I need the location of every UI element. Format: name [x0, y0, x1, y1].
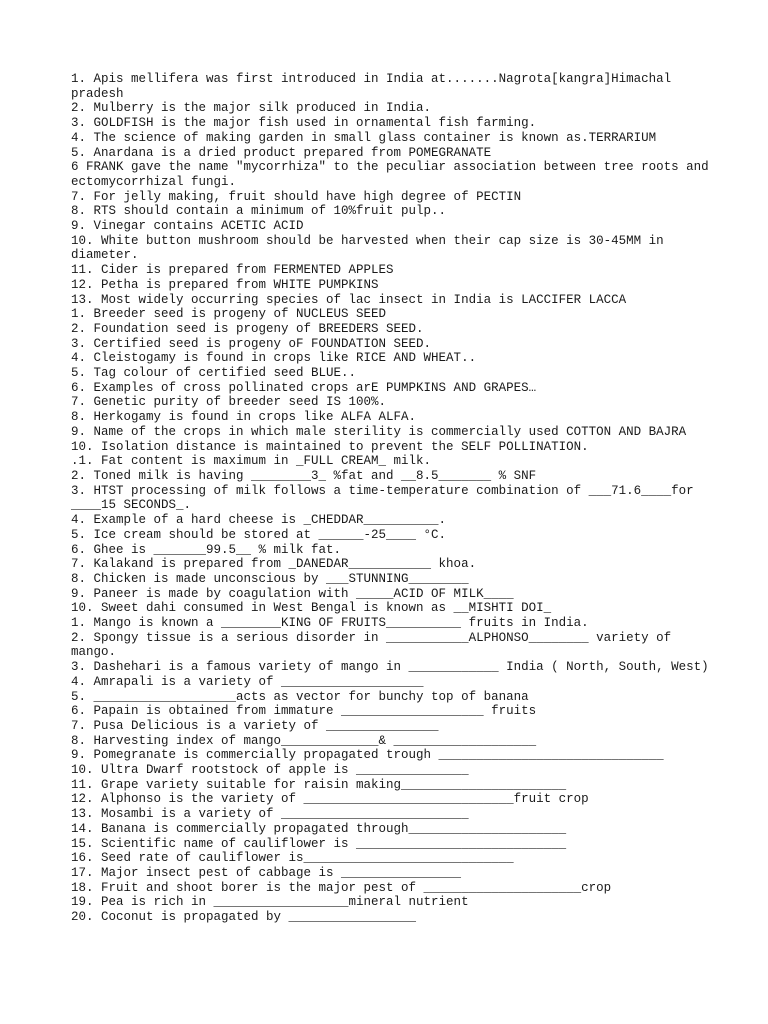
document-line: 8. Herkogamy is found in crops like ALFA ALFA. [71, 410, 417, 425]
document-line: 14. Banana is commercially propagated through_____________________ [71, 821, 567, 836]
document-line: 4. Cleistogamy is found in crops like RICE AND WHEAT.. [71, 351, 477, 366]
document-line: 4. Amrapali is a variety of ___________________ [71, 674, 424, 689]
document-line: 8. Harvesting index of mango_____________& ___________________ [71, 733, 537, 748]
document-line: 2. Mulberry is the major silk produced in India. [71, 101, 432, 116]
document-line: 2. Spongy tissue is a serious disorder in ___________ALPHONSO________ variety of mango. [71, 630, 679, 660]
document-line: 7. Genetic purity of breeder seed IS 100%. [71, 395, 387, 410]
document-line: 15. Scientific name of cauliflower is ____________________________ [71, 836, 567, 851]
document-line: 2. Toned milk is having ________3_ %fat and __8.5_______ % SNF [71, 468, 537, 483]
document-line: 12. Alphonso is the variety of ____________________________fruit crop [71, 792, 589, 807]
document-line: 5. Tag colour of certified seed BLUE.. [71, 366, 357, 381]
document-line: 11. Cider is prepared from FERMENTED APPLES [71, 263, 394, 278]
document-line: 9. Name of the crops in which male sterility is commercially used COTTON AND BAJRA [71, 424, 687, 439]
document-line: 2. Foundation seed is progeny of BREEDERS SEED. [71, 321, 424, 336]
document-line: 18. Fruit and shoot borer is the major pest of _____________________crop [71, 880, 612, 895]
document-line: 7. Pusa Delicious is a variety of _______________ [71, 718, 439, 733]
document-line: 5. Anardana is a dried product prepared from POMEGRANATE [71, 145, 492, 160]
document-line: 9. Pomegranate is commercially propagated trough ______________________________ [71, 748, 664, 763]
document-line: 10. Isolation distance is maintained to prevent the SELF POLLINATION. [71, 439, 589, 454]
document-line: 3. Certified seed is progeny oF FOUNDATION SEED. [71, 336, 432, 351]
document-line: 19. Pea is rich in __________________mineral nutrient [71, 895, 469, 910]
document-line: 10. White button mushroom should be harvested when their cap size is 30-45MM in diameter. [71, 233, 672, 263]
document-line: 6. Ghee is _______99.5__ % milk fat. [71, 542, 342, 557]
document-line: 7. Kalakand is prepared from _DANEDAR___________ khoa. [71, 557, 477, 572]
document-line: 5. ___________________acts as vector for bunchy top of banana [71, 689, 529, 704]
document-line: 8. Chicken is made unconscious by ___STUNNING________ [71, 571, 469, 586]
document-line: 9. Paneer is made by coagulation with _____ACID OF MILK____ [71, 586, 514, 601]
document-line: 20. Coconut is propagated by _________________ [71, 910, 417, 925]
document-line: 11. Grape variety suitable for raisin making______________________ [71, 777, 567, 792]
document-line: 8. RTS should contain a minimum of 10%fruit pulp.. [71, 204, 447, 219]
document-line: .1. Fat content is maximum in _FULL CREAM_ milk. [71, 454, 432, 469]
document-line: 6. Examples of cross pollinated crops arE PUMPKINS AND GRAPES… [71, 380, 537, 395]
document-line: 9. Vinegar contains ACETIC ACID [71, 219, 304, 234]
document-line: 10. Ultra Dwarf rootstock of apple is _______________ [71, 763, 469, 778]
document-line: 13. Most widely occurring species of lac insect in India is LACCIFER LACCA [71, 292, 627, 307]
document-line: 3. Dashehari is a famous variety of mango in ____________ India ( North, South, West) [71, 660, 709, 675]
document-body [71, 72, 717, 925]
document-line: 1. Breeder seed is progeny of NUCLEUS SEED [71, 307, 387, 322]
document-line: 3. GOLDFISH is the major fish used in ornamental fish farming. [71, 116, 537, 131]
document-line: 17. Major insect pest of cabbage is ________________ [71, 865, 462, 880]
document-line: 4. Example of a hard cheese is _CHEDDAR__________. [71, 513, 447, 528]
document-line: 10. Sweet dahi consumed in West Bengal is known as __MISHTI DOI_ [71, 601, 552, 616]
document-line: 7. For jelly making, fruit should have high degree of PECTIN [71, 189, 522, 204]
document-line: 6 FRANK gave the name "mycorrhiza" to the peculiar association between tree roots and ectomycorrhizal fungi. [71, 160, 717, 189]
document-line: 1. Mango is known a ________KING OF FRUITS__________ fruits in India. [71, 616, 589, 631]
document-line: 6. Papain is obtained from immature ___________________ fruits [71, 704, 537, 719]
document-line: 3. HTST processing of milk follows a time-temperature combination of ___71.6____for ____15 SECONDS_. [71, 483, 702, 513]
document-line: 4. The science of making garden in small glass container is known as.TERRARIUM [71, 130, 657, 145]
document-line: 13. Mosambi is a variety of _________________________ [71, 807, 469, 822]
document-line: 16. Seed rate of cauliflower is____________________________ [71, 851, 514, 866]
document-line: 1. Apis mellifera was first introduced in India at.......Nagrota[kangra]Himachal pradesh [71, 72, 679, 101]
document-line: 12. Petha is prepared from WHITE PUMPKINS [71, 277, 379, 292]
document-line: 5. Ice cream should be stored at ______-25____ °C. [71, 527, 447, 542]
